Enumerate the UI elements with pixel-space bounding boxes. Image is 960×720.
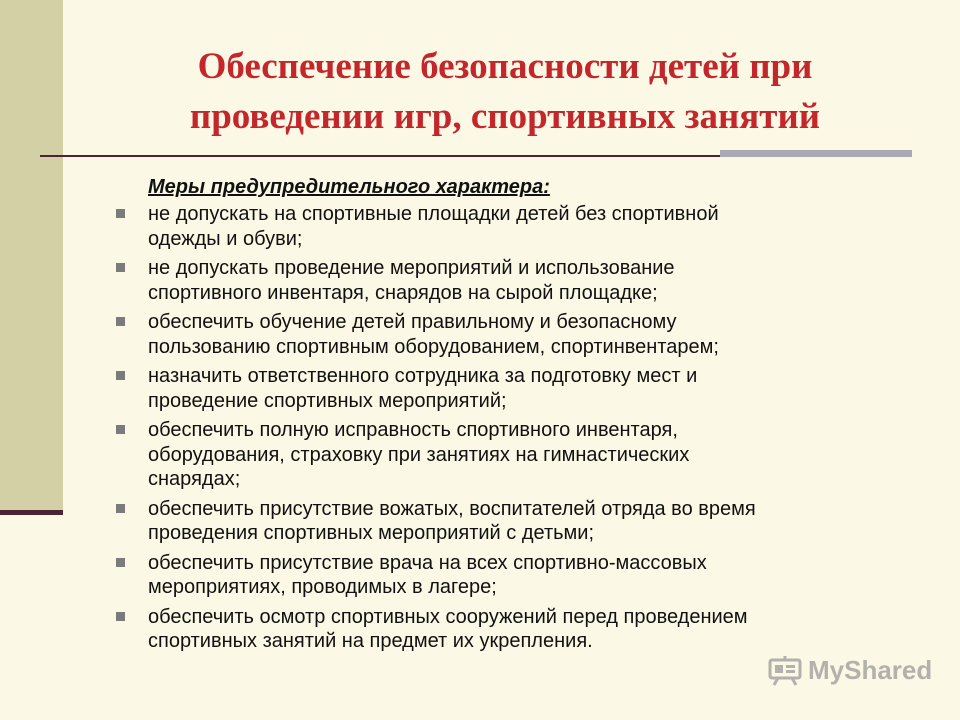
slide-title-line-1: Обеспечение безопасности детей при <box>197 46 813 87</box>
measures-list <box>112 202 932 659</box>
list-item-text: обеспечить присутствие врача на всех спортивно-массовых мероприятиях, проводимых в лагере; <box>148 551 707 598</box>
square-bullet-icon <box>116 263 125 272</box>
square-bullet-icon <box>116 371 125 380</box>
left-accent-bar <box>0 510 63 515</box>
slide-title-line-2: проведении игр, спортивных занятий <box>189 96 821 137</box>
list-item <box>112 256 932 305</box>
list-item-text: не допускать на спортивные площадки детей без спортивной одежды и обуви; <box>148 203 719 250</box>
list-item <box>112 497 932 546</box>
list-item <box>112 202 932 251</box>
projector-icon <box>768 656 802 686</box>
list-item <box>112 551 932 600</box>
subheading: Меры предупредительного характера: <box>148 176 550 198</box>
list-item-text: обеспечить полную исправность спортивного инвентаря, оборудования, страховку при занятиях на гимнастических снарядах; <box>148 419 690 490</box>
square-bullet-icon <box>116 209 125 218</box>
square-bullet-icon <box>116 317 125 326</box>
title-divider-accent <box>720 150 912 157</box>
square-bullet-icon <box>116 612 125 621</box>
watermark-text: MyShared <box>808 655 933 685</box>
left-decorative-band <box>0 0 63 510</box>
square-bullet-icon <box>116 504 125 513</box>
list-item-text: обеспечить обучение детей правильному и безопасному пользованию спортивным оборудованием, спортинвентарем; <box>148 311 719 358</box>
list-item-text: обеспечить осмотр спортивных сооружений перед проведением спортивных занятий на предмет их укрепления. <box>148 605 748 652</box>
list-item <box>112 310 932 359</box>
list-item <box>112 605 932 654</box>
list-item-text: не допускать проведение мероприятий и использование спортивного инвентаря, снарядов на сырой площадке; <box>148 257 675 304</box>
list-item-text: обеспечить присутствие вожатых, воспитателей отряда во время проведения спортивных мероприятий с детьми; <box>148 497 756 544</box>
list-item-text: назначить ответственного сотрудника за подготовку мест и проведение спортивных мероприятий; <box>148 365 698 412</box>
square-bullet-icon <box>116 558 125 567</box>
list-item <box>112 418 932 492</box>
square-bullet-icon <box>116 425 125 434</box>
list-item <box>112 364 932 413</box>
watermark[interactable] <box>768 655 932 686</box>
slide-title <box>70 42 940 142</box>
